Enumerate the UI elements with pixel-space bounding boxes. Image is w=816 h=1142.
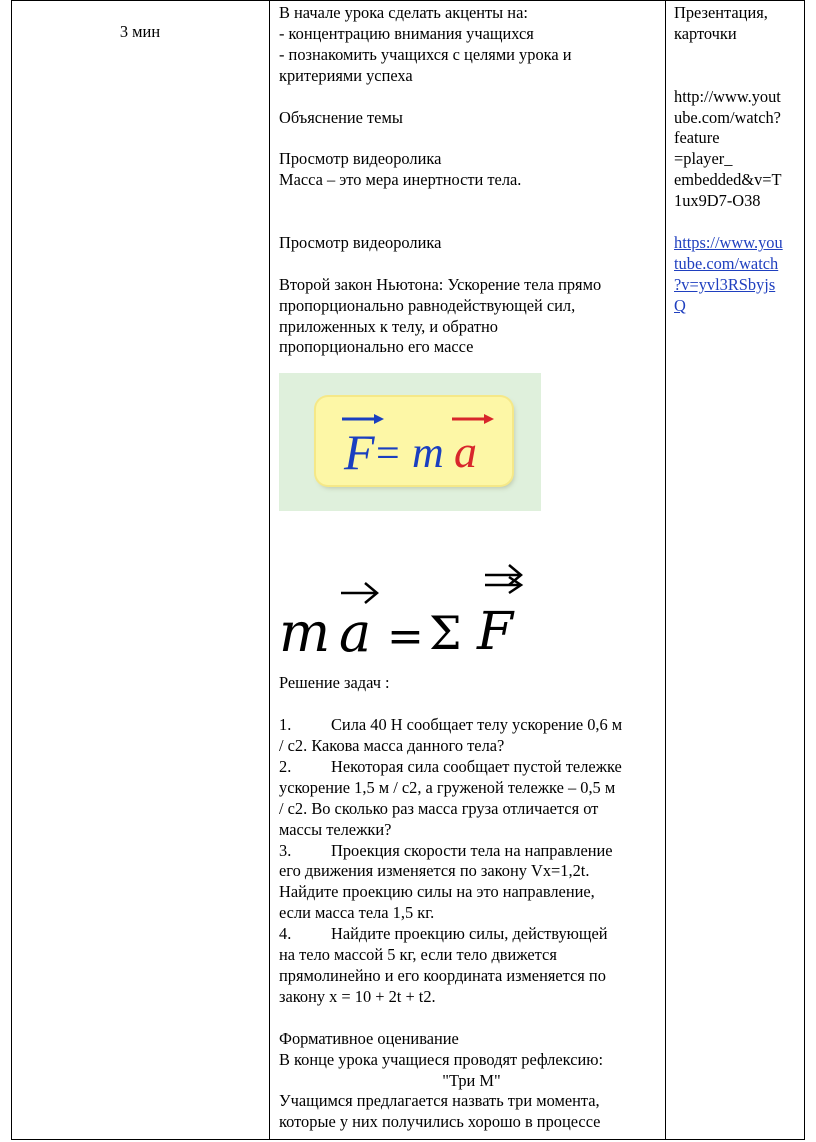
table-border-bottom (11, 1139, 805, 1140)
reflection-name: "Три М" (442, 1070, 501, 1090)
materials-line: Презентация, (674, 3, 768, 22)
formula-image-f-ma (279, 373, 541, 511)
video-url-2-link[interactable] (674, 233, 804, 317)
task-4-line: 4. Найдите проекцию силы, действующей (279, 924, 608, 944)
video-url-2-part[interactable]: tube.com/watch (674, 253, 779, 273)
table-divider-1 (269, 0, 270, 1140)
video2-heading: Просмотр видеоролика (279, 232, 442, 252)
task-2-line: ускорение 1,5 м / с2, а груженой тележке – 0,5 м (279, 777, 616, 797)
formula-f-ma-svg (316, 397, 512, 485)
closing-line: которые у них получились хорошо в процессе (279, 1112, 601, 1132)
video-url-2-part[interactable]: https://www.you (674, 232, 783, 252)
video1-heading: Просмотр видеоролика (279, 149, 442, 169)
formula1-eq: = (376, 431, 400, 478)
intro-line: В начале урока сделать акценты на: (279, 3, 528, 22)
task-4-line: на тело массой 5 кг, если тело движется (279, 945, 557, 965)
table-border-right (804, 0, 805, 1140)
task-4-number: 4. (279, 924, 292, 944)
materials-line: карточки (674, 23, 737, 43)
formula1-a: a (454, 426, 477, 478)
tasks-heading: Решение задач : (279, 673, 390, 693)
task-2-line: массы тележки? (279, 819, 392, 839)
table-border-top (11, 0, 805, 1)
newton-law-line: Второй закон Ньютона: Ускорение тела прямо (279, 274, 602, 294)
formula1-f: F (344, 424, 375, 481)
task-1-number: 1. (279, 715, 292, 735)
table-border-left (11, 0, 12, 1140)
formula2-eq: = (387, 611, 424, 663)
newton-law-line: пропорционально равнодействующей сил, (279, 295, 576, 315)
intro-line: - концентрацию внимания учащихся (279, 23, 534, 43)
table-divider-2 (665, 0, 666, 1140)
formula2-sigma: Σ (429, 606, 462, 661)
task-4-line: закону x = 10 + 2t + t2. (279, 986, 436, 1006)
task-2-line: 2. Некоторая сила сообщает пустой тележке (279, 756, 622, 776)
resources-cell (674, 3, 804, 317)
task-2-line: / с2. Во сколько раз масса груза отличается от (279, 798, 599, 818)
intro-line: критериями успеха (279, 65, 413, 85)
explanation-heading: Объяснение темы (279, 107, 403, 127)
task-3-number: 3. (279, 840, 292, 860)
formula1-m: m (412, 428, 444, 478)
formula2-f: F (477, 602, 514, 663)
content-cell (279, 3, 664, 1133)
video-url-1: http://www.yout ube.com/watch? feature =player_ embedded&v=T 1ux9D7-O38 (674, 86, 782, 211)
closing-line: Учащимся предлагается назвать три момента, (279, 1091, 600, 1111)
task-3-line: его движения изменяется по закону Vx=1,2t. (279, 861, 590, 881)
task-4-line: прямолинейно и его координата изменяется по (279, 966, 606, 985)
task-1-line: 1. Сила 40 Н сообщает телу ускорение 0,6 м (279, 715, 623, 735)
time-cell: 3 мин (119, 22, 161, 41)
formative-heading: Формативное оценивание (279, 1028, 459, 1048)
video-url-2-part[interactable]: ?v=yvl3RSbyjs (674, 274, 776, 294)
formula2-m: m (279, 601, 331, 664)
formula-ma-sum-f (279, 563, 664, 663)
intro-line: - познакомить учащихся с целями урока и (279, 44, 572, 64)
mass-definition: Масса – это мера инертности тела. (279, 170, 522, 190)
task-1-line: / с2. Какова масса данного тела? (279, 736, 505, 756)
task-3-line: Найдите проекцию силы на это направление, (279, 882, 595, 902)
video-url-2-part[interactable]: Q (674, 295, 686, 315)
reflection-text: В конце урока учащиеся проводят рефлексию: (279, 1049, 604, 1069)
newton-law-line: пропорционально его массе (279, 337, 474, 357)
task-3-line: если масса тела 1,5 кг. (279, 903, 435, 923)
newton-law-line: приложенных к телу, и обратно (279, 316, 498, 336)
formula-ma-sum-f-svg (279, 563, 539, 663)
task-3-line: 3. Проекция скорости тела на направление (279, 840, 613, 860)
formula2-a: a (339, 601, 372, 664)
task-2-number: 2. (279, 756, 292, 776)
